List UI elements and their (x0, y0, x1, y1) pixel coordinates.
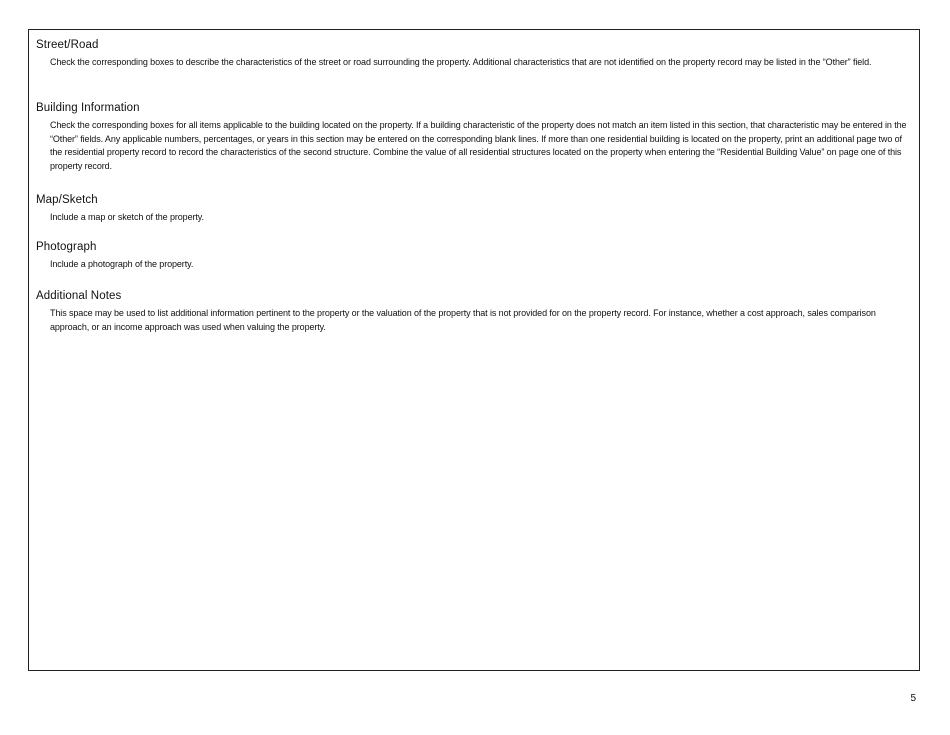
section-title-photograph: Photograph (36, 241, 97, 253)
section-photograph (36, 240, 912, 272)
page-number: 5 (910, 693, 916, 704)
section-body-building-information: Check the corresponding boxes for all items applicable to the building located on the property. If a building characteristic of the property does not match an item listed in this section, that characteristic may be entered in the “Other” fields. Any applicable numbers, percentages, or years in this section may be entered on the corresponding blank lines. If more than one residential building is located on the property, print an additional page two of the residential property record to record the characteristics of the second structure. Combine the value of all residential structures located on the property when entering the “Residential Building Value” on page one of this property record. (50, 120, 907, 171)
section-building-information (36, 101, 912, 173)
instructions-frame (28, 29, 920, 671)
section-title-building-information: Building Information (36, 102, 140, 114)
section-additional-notes (36, 289, 912, 334)
section-title-street-road: Street/Road (36, 39, 99, 51)
section-body-photograph: Include a photograph of the property. (50, 259, 194, 269)
section-body-street-road: Check the corresponding boxes to describe the characteristics of the street or road surrounding the property. Additional characteristics that are not identified on the property record may be listed in the “Other” field. (50, 57, 872, 67)
section-street-road (36, 38, 912, 70)
section-title-map-sketch: Map/Sketch (36, 194, 98, 206)
section-body-additional-notes: This space may be used to list additional information pertinent to the property or the valuation of the property that is not provided for on the property record. For instance, whether a cost approach, sales comparison approach, or an income approach was used when valuing the property. (50, 308, 876, 332)
section-map-sketch (36, 193, 912, 225)
section-title-additional-notes: Additional Notes (36, 290, 122, 302)
section-body-map-sketch: Include a map or sketch of the property. (50, 212, 204, 222)
